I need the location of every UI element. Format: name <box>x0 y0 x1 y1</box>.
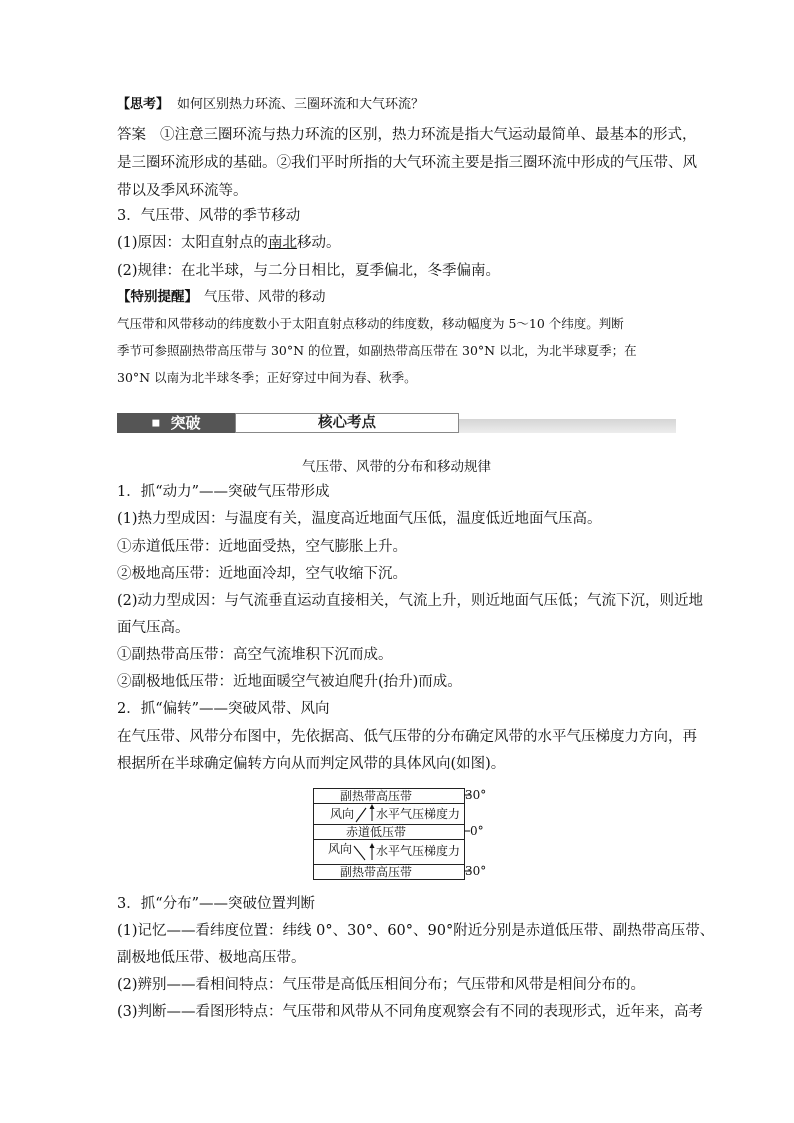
tip-title: 气压带、风带的移动 <box>204 289 326 305</box>
main-heading: 气压带、风带的分布和移动规律 <box>302 459 491 475</box>
tip-text-2: 季节可参照副热带高压带与 30°N 的位置，如副热带高压带在 30°N 以北，为北半球夏季；在 <box>117 343 637 358</box>
answer-text-3: 带以及季风环流等。 <box>117 183 248 199</box>
equator-belt-label: 赤道低压带 <box>346 825 407 839</box>
top-belt-label: 副热带高压带 <box>340 789 413 803</box>
main-p11: 根据所在半球确定偏转方向从而判定风带的具体风向(如图)。 <box>117 756 506 772</box>
think-tag: 【思考】 <box>117 97 170 112</box>
answer-line-1 <box>117 125 697 145</box>
wind-label-upper: 风向 <box>330 807 355 821</box>
main-p10: 在气压带、风带分布图中，先依据高、低气压带的分布确定风带的水平气压梯度力方向，再 <box>117 729 697 745</box>
force-label-lower: 水平气压梯度力 <box>376 844 461 858</box>
main-p15: (2)辨别——看相间特点：气压带是高低压相间分布；气压带和风带是相间分布的。 <box>117 977 646 993</box>
main-p3: ①赤道低压带：近地面受热，空气膨胀上升。 <box>117 539 407 555</box>
arrows-svg <box>310 786 470 882</box>
answer-text-1: ①注意三圈环流与热力环流的区别，热力环流是指大气运动最简单、最基本的形式， <box>160 127 697 143</box>
main-p7: ①副热带高压带：高空气流堆积下沉而成。 <box>117 647 393 663</box>
think-question: 如何区别热力环流、三圈环流和大气环流？ <box>177 97 425 112</box>
think-line <box>117 95 424 115</box>
lat-top: 30° <box>465 788 487 802</box>
main-p1: 1．抓“动力”——突破气压带形成 <box>117 484 330 500</box>
upper-force-arrowhead <box>370 804 375 809</box>
tip-heading <box>117 287 326 307</box>
main-p14: 副极地低压带、极地高压带。 <box>117 950 306 966</box>
sec3-reason <box>117 233 341 253</box>
lower-wind-arrow <box>354 846 365 860</box>
upper-wind-arrow <box>356 808 366 822</box>
reason-text-b: 移动。 <box>297 235 341 251</box>
sec3-title: 3．气压带、风带的季节移动 <box>117 208 301 224</box>
answer-label: 答案 <box>117 127 146 143</box>
tip-text-1: 气压带和风带移动的纬度数小于太阳直射点移动的纬度数，移动幅度为 5～10 个纬度。判断 <box>117 316 624 331</box>
main-p2: (1)热力型成因：与温度有关，温度高近地面气压低，温度低近地面气压高。 <box>117 511 602 527</box>
reason-underline: 南北 <box>268 235 298 251</box>
tip-tag: 【特别提醒】 <box>117 289 198 305</box>
lat-mid: 0° <box>470 824 484 838</box>
answer-text-2: 是三圈环流形成的基础。②我们平时所指的大气环流主要是指三圈环流中形成的气压带、风 <box>117 155 697 171</box>
banner-bullet-icon: ■ <box>151 418 161 429</box>
main-p5: (2)动力型成因：与气流垂直运动直接相关，气流上升，则近地面气压低；气流下沉，则近地 <box>117 593 704 609</box>
banner-left-label: 突破 <box>170 414 201 432</box>
main-p4: ②极地高压带：近地面冷却，空气收缩下沉。 <box>117 566 407 582</box>
lat-bottom: 30° <box>465 864 487 878</box>
reason-text-a: (1)原因：太阳直射点的 <box>117 235 269 251</box>
banner-right: 核心考点 <box>235 413 459 433</box>
bottom-belt-label: 副热带高压带 <box>340 865 413 879</box>
main-p6: 面气压高。 <box>117 620 190 636</box>
main-p8: ②副极地低压带：近地面暖空气被迫爬升(抬升)而成。 <box>117 674 462 690</box>
sec3-rule: (2)规律：在北半球，与二分日相比，夏季偏北，冬季偏南。 <box>117 263 501 279</box>
main-p13: (1)记忆——看纬度位置：纬线 0°、30°、60°、90°附近分别是赤道低压带、副热带高压带、 <box>117 923 715 939</box>
tip-text-3: 30°N 以南为北半球冬季；正好穿过中间为春、秋季。 <box>117 370 417 385</box>
main-p16: (3)判断——看图形特点：气压带和风带从不同角度观察会有不同的表现形式，近年来，高考 <box>117 1004 704 1020</box>
section-banner <box>117 413 676 435</box>
main-p12: 3．抓“分布”——突破位置判断 <box>117 896 316 912</box>
main-p9: 2．抓“偏转”——突破风带、风向 <box>117 701 330 717</box>
wind-label-lower: 风向 <box>328 842 353 856</box>
force-label-upper: 水平气压梯度力 <box>376 807 461 821</box>
banner-left <box>117 413 235 433</box>
lower-force-arrowhead <box>370 843 375 848</box>
